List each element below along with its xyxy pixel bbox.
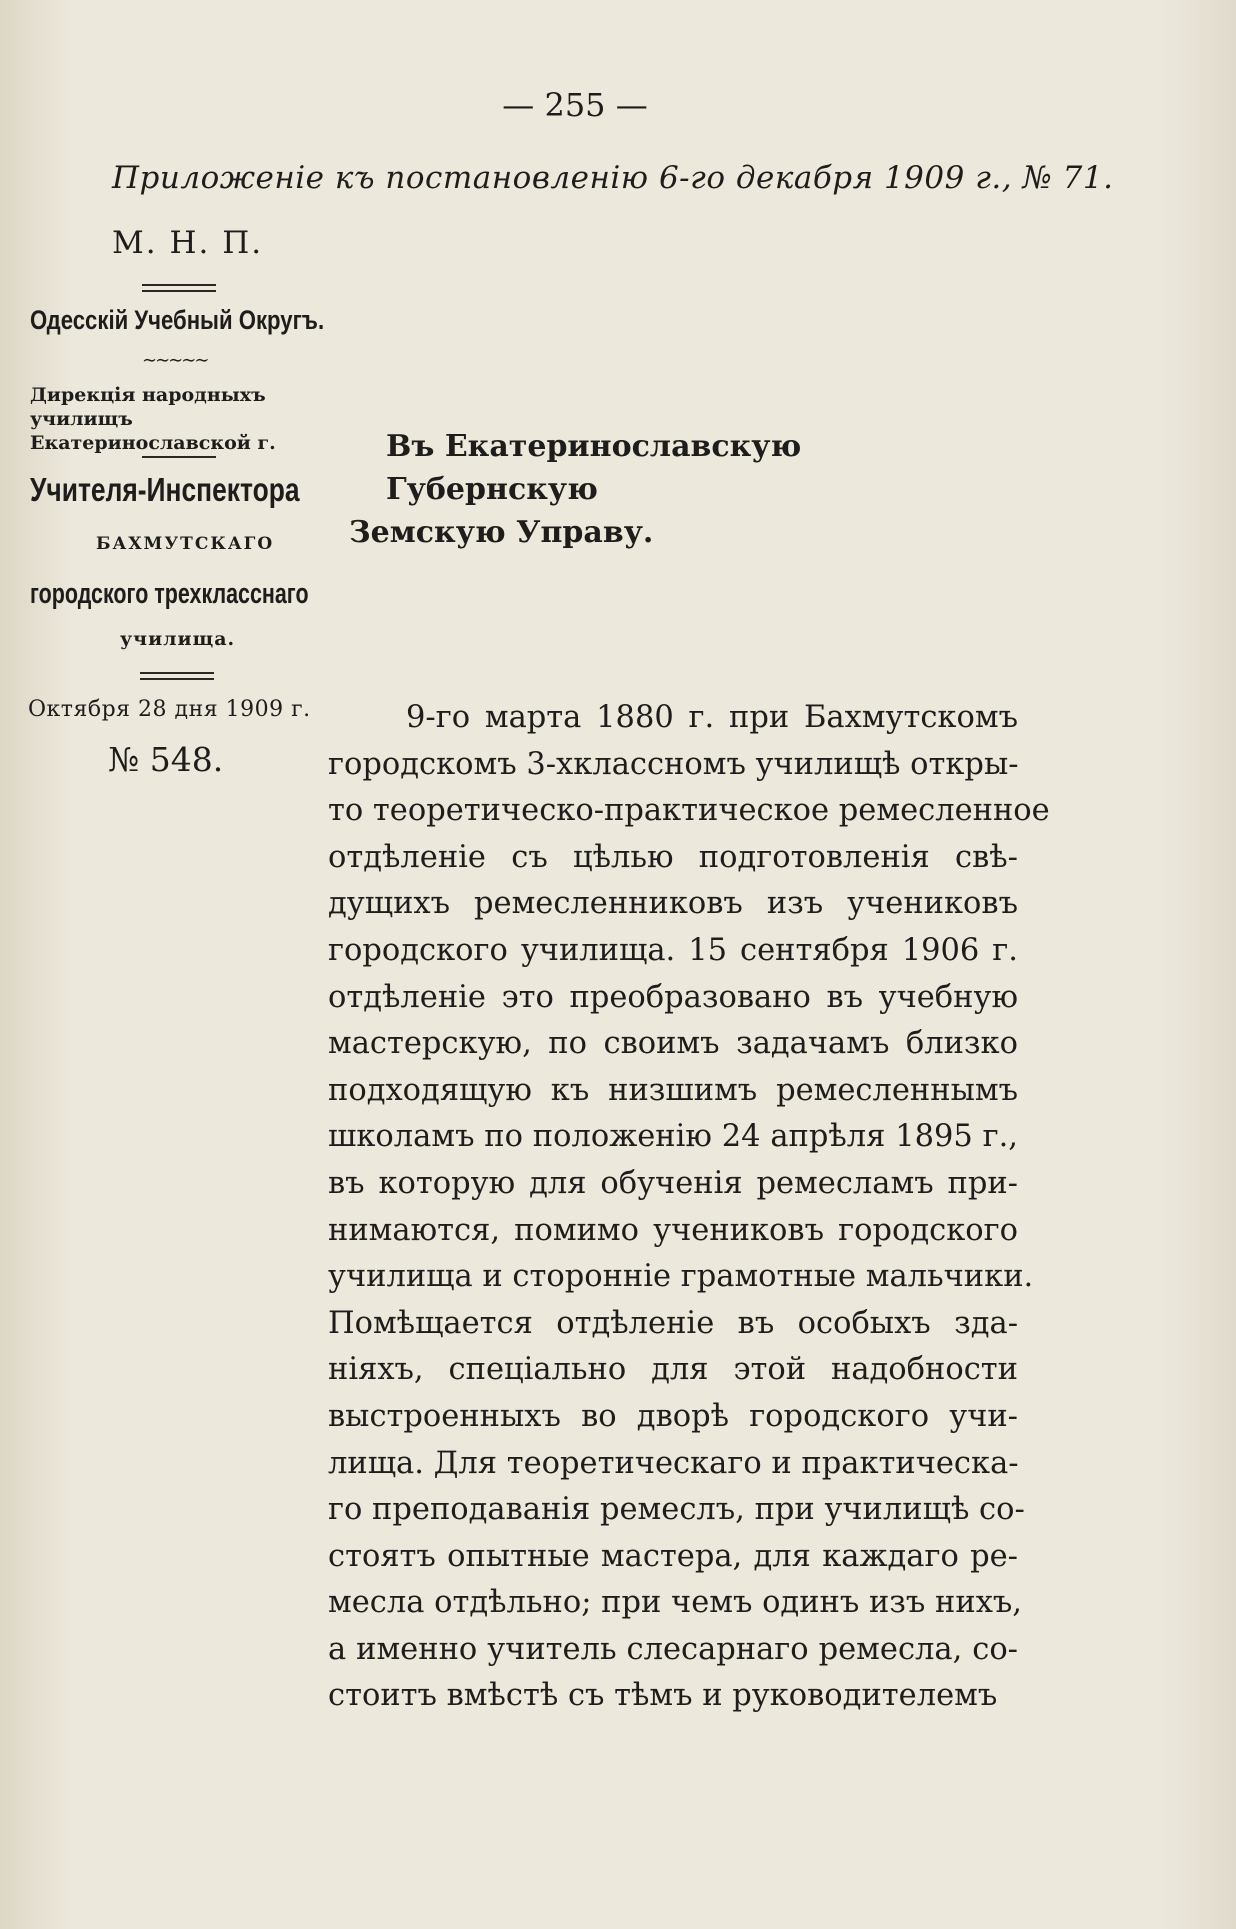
body-line: ніяхъ, спеціально для этой надобности — [328, 1352, 1018, 1388]
divider-double-2-top — [140, 672, 214, 674]
body-line: лища. Для теоретическаго и практическа- — [328, 1445, 1019, 1481]
body-line: го преподаванія ремеслъ, при училищѣ со- — [328, 1492, 1025, 1528]
educational-district: Одесскій Учебный Округъ. — [30, 305, 325, 335]
page-number: — 255 — — [502, 86, 648, 124]
body-line: дущихъ ремесленниковъ изъ учениковъ — [328, 886, 1018, 922]
body-line: училища и сторонніе грамотные мальчики. — [328, 1259, 1034, 1295]
school-word: училища. — [120, 628, 236, 650]
letter-date: Октября 28 дня 1909 г. — [28, 697, 311, 722]
ministry-abbreviation: М. Н. П. — [112, 225, 264, 261]
body-line: мастерскую, по своимъ задачамъ близко — [328, 1026, 1018, 1062]
appendix-line: Приложеніе къ постановленію 6-го декабря 1909 г., № 71. — [112, 160, 1114, 196]
body-line: стоятъ опытные мастера, для каждаго ре- — [328, 1538, 1018, 1574]
divider-single — [142, 456, 216, 458]
recipient — [350, 425, 1015, 554]
body-line: то теоретическо-практическое ремесленное — [328, 793, 1050, 829]
body-line: 9-го марта 1880 г. при Бахмутскомъ — [406, 700, 1018, 735]
directorate: Дирекція народныхъ училищъ Екатеринославской г. — [30, 384, 276, 454]
body-line: городского училища. 15 сентября 1906 г. — [328, 932, 1018, 968]
body-line: въ которую для обученія ремесламъ при- — [328, 1165, 1018, 1201]
inspector-title: Учителя-Инспектора — [30, 471, 300, 508]
body-line: стоитъ вмѣстѣ съ тѣмъ и руководителемъ — [328, 1678, 998, 1714]
town-name: БАХМУТСКАГО — [96, 534, 275, 554]
letter-number: № 548. — [108, 740, 224, 779]
divider-double-2-bottom — [140, 678, 214, 680]
body-line: месла отдѣльно; при чемъ одинъ изъ нихъ, — [328, 1585, 1022, 1621]
body-text — [328, 695, 1050, 1720]
body-line: а именно учитель слесарнаго ремесла, со- — [328, 1631, 1018, 1667]
divider-double-bottom — [142, 290, 216, 292]
recipient-line-1: Въ Екатеринославскую Губернскую — [386, 429, 802, 507]
body-line: школамъ по положенію 24 апрѣля 1895 г., — [328, 1119, 1018, 1155]
recipient-line-2: Земскую Управу. — [349, 515, 654, 550]
body-line: отдѣленіе съ цѣлью подготовленія свѣ- — [328, 839, 1018, 875]
school-type: городского трехкласснаго — [30, 578, 309, 610]
body-line: городскомъ 3-хклассномъ училищѣ откры- — [328, 746, 1019, 782]
body-line: Помѣщается отдѣленіе въ особыхъ зда- — [328, 1305, 1018, 1341]
divider-double-top — [142, 284, 216, 286]
body-line: отдѣленіе это преобразовано въ учебную — [328, 979, 1018, 1015]
body-line: выстроенныхъ во дворѣ городского учи- — [328, 1398, 1018, 1434]
swash-ornament: ∼∼∼∼∼ — [142, 350, 208, 371]
body-line: подходящую къ низшимъ ремесленнымъ — [328, 1072, 1018, 1108]
body-line: нимаются, помимо учениковъ городского — [328, 1212, 1018, 1248]
